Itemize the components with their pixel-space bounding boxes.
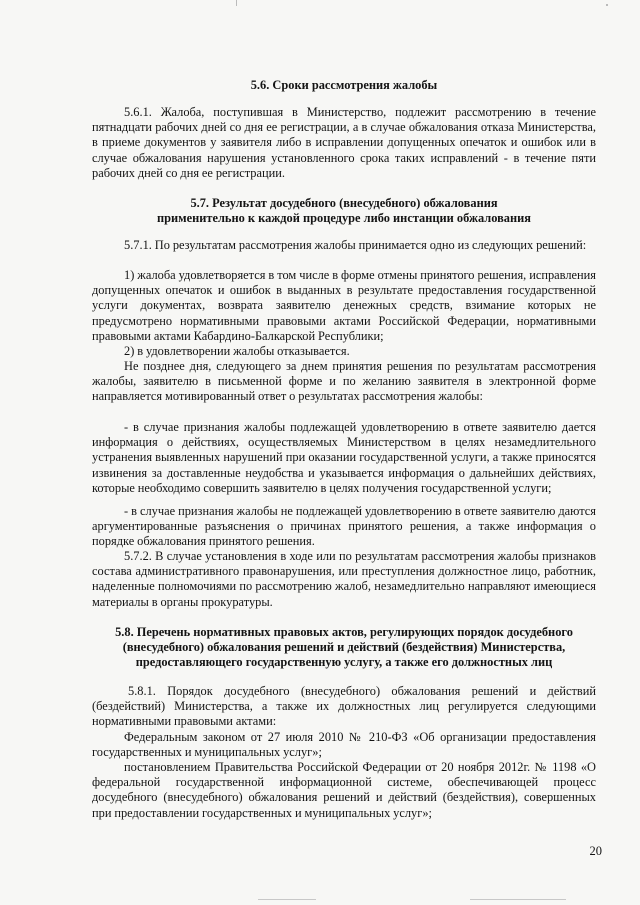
section-5-7-title-line1: 5.7. Результат досудебного (внесудебного) обжалования xyxy=(190,196,498,210)
paragraph-5-8-1-law: Федеральным законом от 27 июля 2010 № 210-ФЗ «Об организации предоставления государственных и муниципальных услуг»; xyxy=(92,730,596,760)
paragraph-5-8-1-resolution: постановлением Правительства Российской Федерации от 20 ноября 2012г. № 1198 «О федеральной государственной информационной системе, обеспечивающей процесс досудебного (внесудебного) обжалования решений и действий (бездействия), совершенных при предоставлении государственных и муниципальных услуг»; xyxy=(92,760,596,820)
paragraph-5-8-1: 5.8.1. Порядок досудебного (внесудебного) обжалования решений и действий (бездействий) Министерства, а также их должностных лиц регулируется следующими нормативными правовыми актами: xyxy=(92,684,596,729)
scan-speck xyxy=(236,0,237,6)
section-5-8-title-line3: предоставляющего государственную услугу, а также его должностных лиц xyxy=(135,655,553,669)
section-5-7-title-line2: применительно к каждой процедуре либо инстанции обжалования xyxy=(157,211,531,225)
paragraph-5-7-1-response: Не позднее дня, следующего за днем принятия решения по результатам рассмотрения жалобы, заявителю в письменной форме и по желанию заявителя в электронной форме направляется мотивированный ответ о результатах рассмотрения жалобы: xyxy=(92,359,596,404)
scan-edge-mark xyxy=(470,899,566,900)
paragraph-5-7-1: 5.7.1. По результатам рассмотрения жалобы принимается одно из следующих решений: xyxy=(124,238,587,252)
section-5-8-title-line2: (внесудебного) обжалования решений и действий (бездействия) Министерства, xyxy=(122,640,566,654)
section-5-6-title: 5.6. Сроки рассмотрения жалобы xyxy=(250,78,438,92)
paragraph-5-7-2: 5.7.2. В случае установления в ходе или по результатам рассмотрения жалобы признаков состава административного правонарушения, или преступления должностное лицо, работник, наделенные полномочиями по рассмотрению жалоб, незамедлительно направляют имеющиеся материалы в органы прокуратуры. xyxy=(92,549,596,609)
section-5-8-title-line1: 5.8. Перечень нормативных правовых актов, регулирующих порядок досудебного xyxy=(115,625,573,639)
scan-speck xyxy=(606,4,608,6)
paragraph-5-7-1-item1: 1) жалоба удовлетворяется в том числе в форме отмены принятого решения, исправления допущенных опечаток и ошибок в выданных в результате предоставления государственной услуги документах, возврата заявителю денежных средств, взимание которых не предусмотрено нормативными правовыми актами Российской Федерации, нормативными правовыми актами Кабардино-Балкарской Республики; xyxy=(92,268,596,343)
paragraph-5-7-1-satisfied: - в случае признания жалобы подлежащей удовлетворению в ответе заявителю дается информация о действиях, осуществляемых Министерством в целях незамедлительного устранения выявленных нарушений при оказании государственной услуги, а также приносятся извинения за доставленные неудобства и указывается информация о дальнейших действиях, которые необходимо совершить заявителю в целях получения государственной услуги; xyxy=(92,420,596,495)
paragraph-5-7-1-rejected: - в случае признания жалобы не подлежащей удовлетворению в ответе заявителю даются аргументированные разъяснения о причинах принятого решения, а также информация о порядке обжалования принятого решения. xyxy=(92,504,596,549)
scan-edge-mark xyxy=(258,899,316,900)
paragraph-5-6-1: 5.6.1. Жалоба, поступившая в Министерство, подлежит рассмотрению в течение пятнадцати рабочих дней со дня ее регистрации, а в случае обжалования отказа Министерства, в приеме документов у заявителя либо в исправлении допущенных опечаток и ошибок или в случае обжалования нарушения установленного срока таких исправлений - в течение пяти рабочих дней со дня ее регистрации. xyxy=(92,105,596,180)
page-number: 20 xyxy=(589,844,602,858)
document-page xyxy=(92,0,596,905)
paragraph-5-7-1-item2: 2) в удовлетворении жалобы отказывается. xyxy=(124,344,350,358)
